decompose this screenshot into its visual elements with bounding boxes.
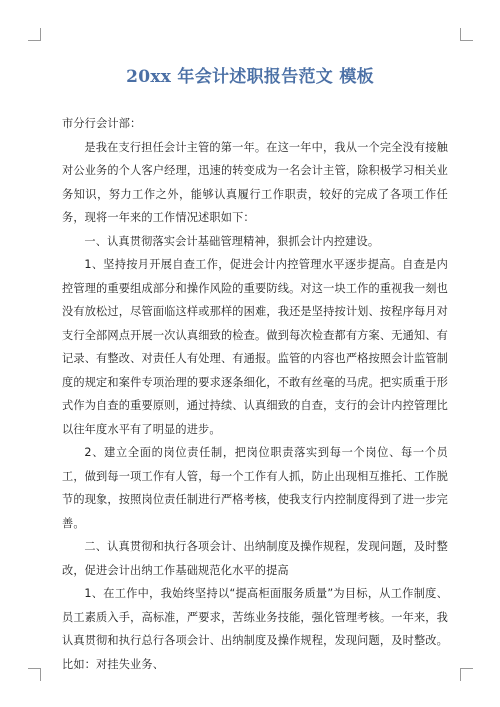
section-heading-1: 一、认真贯彻落实会计基础管理精神，狠抓会计内控建设。	[84, 234, 380, 248]
paragraph-responsibility: 2、建立全面的岗位责任制，把岗位职责落实到每一个岗位、每一个员工，做到每一项工作有人管，每一个工作有人抓，防止出现相互推托、工作脱节的现象，按照岗位责任制进行严格考核，使我支行内控制度得到了进一步完善。	[62, 446, 448, 530]
paragraph-self-inspection: 1、坚持按月开展自查工作，促进会计内控管理水平逐步提高。自查是内控管理的重要组成部分和操作风险的重要防线。对这一块工作的重视我一刻也没有放松过，尽管面临这样或那样的困难，我还是坚持按计划、按程序每月对支行全部网点开展一次认真细致的检查。做到每次检查都有方案、无通知、有记录、有整改、对责任人有处理、有通报。监管的内容也严格按照会计监管制度的规定和案件专项治理的要求逐条细化，不敢有丝毫的马虎。把实质重于形式作为自查的重要原则，通过持续、认真细致的自查，支行的会计内控管理比以往年度水平有了明显的进步。	[62, 258, 448, 436]
paragraph-service-quality: 1、在工作中，我始终坚持以“提高柜面服务质量”为目标，从工作制度、员工素质入手，高标准，严要求，苦练业务技能，强化管理考核。一年来，我认真贯彻和执行总行各项会计、出纳制度及操作规程，发现问题，及时整改。比如：对挂失业务、	[62, 587, 448, 671]
document-title: 20xx 年会计述职报告范文 模板	[126, 67, 374, 87]
paragraph-intro: 是我在支行担任会计主管的第一年。在这一年中，我从一个完全没有接触对公业务的个人客户经理，迅速的转变成为一名会计主管，除积极学习相关业务知识，努力工作之外，能够认真履行工作职责，较好的完成了各项工作任务，现将一年来的工作情况述职如下：	[62, 140, 448, 224]
section-heading-2: 二、认真贯彻和执行各项会计、出纳制度及操作规程，发现问题，及时整改，促进会计出纳工作基础规范化水平的提高	[62, 540, 448, 577]
crop-mark-top-left	[28, 28, 41, 41]
crop-mark-bottom-right	[460, 668, 473, 681]
salutation: 市分行会计部：	[62, 117, 142, 130]
document-body	[62, 112, 448, 676]
crop-mark-bottom-left	[28, 668, 41, 681]
crop-mark-top-right	[460, 28, 473, 41]
